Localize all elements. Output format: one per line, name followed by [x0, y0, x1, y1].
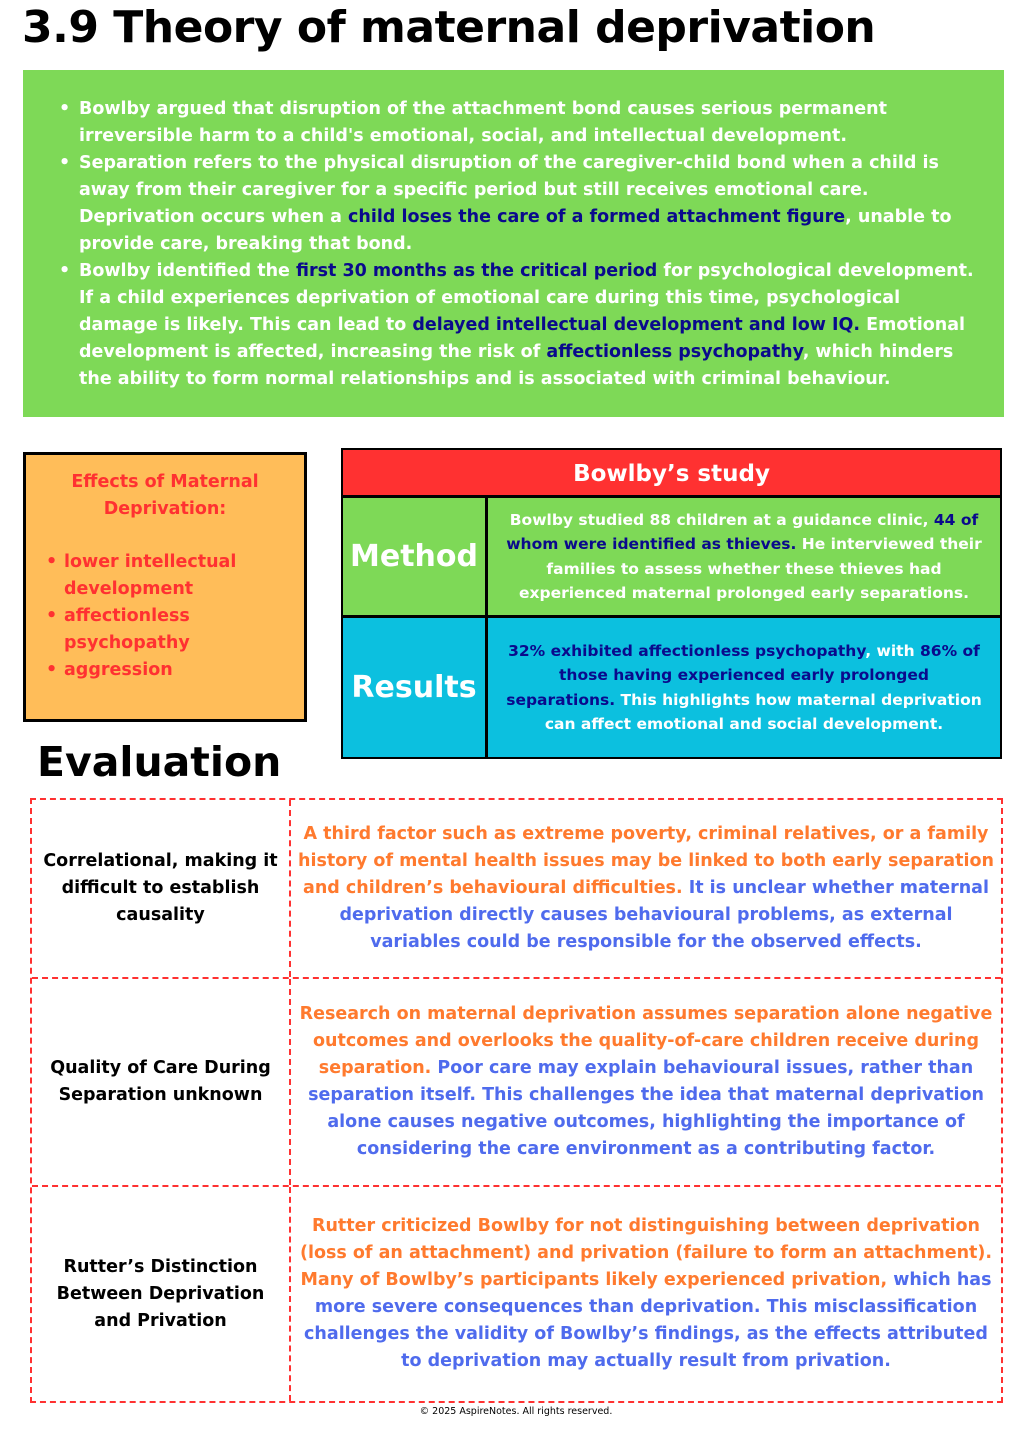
evaluation-table — [30, 798, 1003, 1403]
effects-item: • affectionless psychopathy — [44, 603, 286, 657]
intro-bullet-critical-period: • Bowlby identified the first 30 months as the critical period for psychological development. If a child experiences deprivation of emotional care during this time, psychological damage is likely. This can lead to delayed intellectual development and low IQ. Emotional development is affected, increasing the risk of affectionless psychopathy, which hinders the ability to form normal relationships and is associated with criminal behaviour. — [57, 258, 974, 393]
effects-item: • lower intellectual development — [44, 549, 286, 603]
evaluation-point: Quality of Care During Separation unknown — [32, 979, 291, 1185]
evaluation-point: Correlational, making it difficult to establish causality — [32, 800, 291, 977]
method-text: Bowlby studied 88 children at a guidance clinic, 44 of whom were identified as thieves. He interviewed their families to assess whether these thieves had experienced maternal prolonged early separations. — [488, 498, 1000, 618]
bowlby-study-table — [341, 448, 1002, 759]
effects-box — [23, 452, 307, 722]
effects-heading: Effects of Maternal Deprivation: — [71, 472, 259, 519]
highlight-low-iq: delayed intellectual development and low IQ. — [412, 315, 861, 335]
evaluation-title: Evaluation — [37, 738, 282, 786]
highlight-affectionless-psychopathy: affectionless psychopathy — [546, 342, 803, 362]
study-header: Bowlby’s study — [343, 450, 1000, 498]
intro-bullet-list — [57, 96, 974, 393]
evaluation-row — [32, 800, 1001, 977]
evaluation-point: Rutter’s Distinction Between Deprivation and Privation — [32, 1187, 291, 1401]
effects-item: • aggression — [44, 657, 286, 684]
evaluation-explanation: A third factor such as extreme poverty, criminal relatives, or a family history of mental health issues may be linked to both early separation and children’s behavioural difficulties. It is unclear whether maternal deprivation directly causes behavioural problems, as external variables could be responsible for the observed effects. — [298, 824, 994, 952]
highlight-thieves: 44 of whom were identified as thieves. — [506, 510, 979, 554]
results-text: 32% exhibited affectionless psychopathy, with 86% of those having experienced early prolonged separations. This highlights how maternal deprivation can affect emotional and social development. — [488, 618, 1000, 757]
evaluation-explanation: Rutter criticized Bowlby for not distinguishing between deprivation (loss of an attachment) and privation (failure to form an attachment). Many of Bowlby’s participants likely experienced privation, which has more severe consequences than deprivation. This misclassification challenges the validity of Bowlby’s findings, as the effects attributed to deprivation may actually result from privation. — [299, 1216, 993, 1371]
highlight-86-percent: 86% of those having experienced early prolonged separations. — [506, 641, 980, 709]
results-label: Results — [343, 618, 488, 757]
method-label: Method — [343, 498, 488, 618]
page-title: 3.9 Theory of maternal deprivation — [22, 2, 876, 53]
evaluation-explanation: Research on maternal deprivation assumes separation alone negative outcomes and overlooks the quality-of-care children receive during separation. Poor care may explain behavioural issues, rather than separation itself. This challenges the idea that maternal deprivation alone causes negative outcomes, highlighting the importance of considering the care environment as a contributing factor. — [299, 1004, 993, 1159]
highlight-attachment-figure: child loses the care of a formed attachment figure — [348, 207, 846, 227]
highlight-32-percent: 32% exhibited affectionless psychopathy — [508, 641, 866, 660]
evaluation-row — [32, 1187, 1001, 1401]
intro-bullet-bond-disruption: • Bowlby argued that disruption of the attachment bond causes serious permanent irreversible harm to a child's emotional, social, and intellectual development. — [57, 96, 974, 150]
evaluation-row — [32, 979, 1001, 1185]
highlight-critical-period: first 30 months as the critical period — [296, 261, 658, 281]
copyright-footer: © 2025 AspireNotes. All rights reserved. — [419, 1406, 613, 1417]
intro-bullet-separation-deprivation: • Separation refers to the physical disruption of the caregiver-child bond when a child is away from their caregiver for a specific period but still receives emotional care. Deprivation occurs when a child loses the care of a formed attachment figure, unable to provide care, breaking that bond. — [57, 150, 974, 258]
intro-summary-box — [23, 70, 1004, 417]
effects-list — [44, 549, 286, 684]
